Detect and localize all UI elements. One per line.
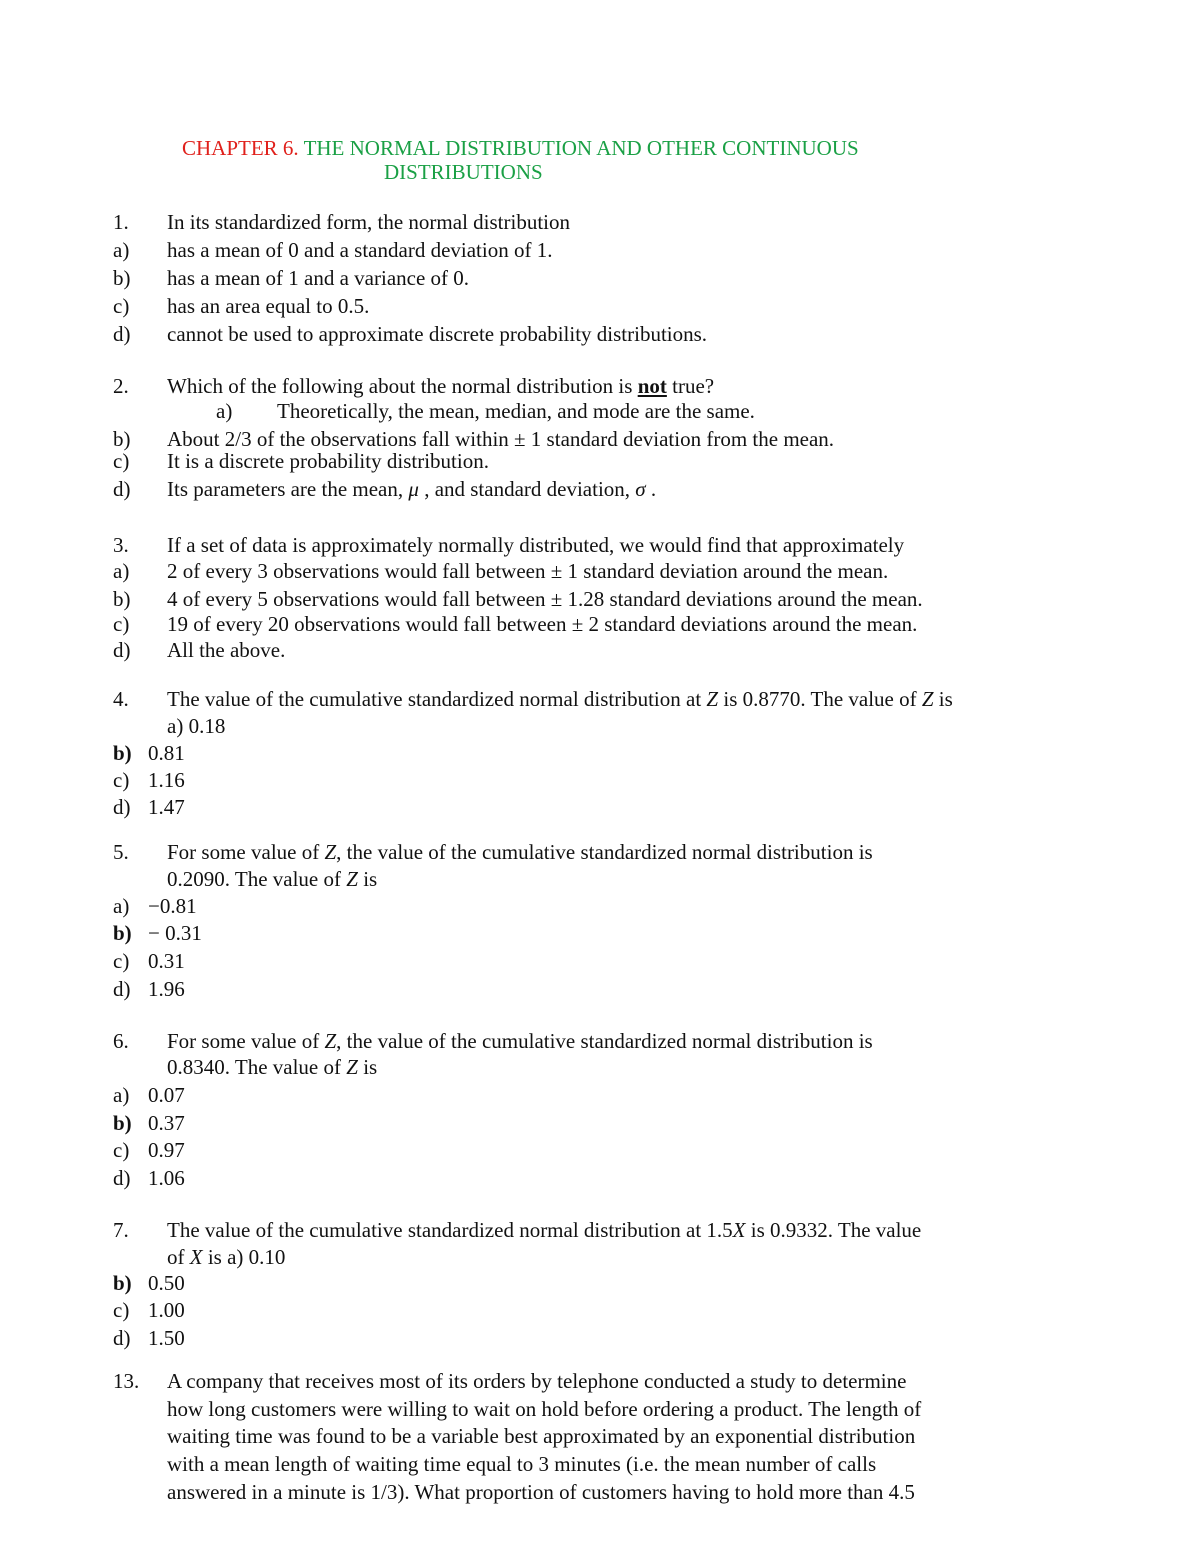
question-text: waiting time was found to be a variable best approximated by an exponential distribution: [167, 1424, 916, 1448]
option-label: a): [113, 894, 130, 918]
question-number: 4.: [113, 687, 129, 711]
question-text-part: The value of the cumulative standardized normal distribution at 1.5: [167, 1218, 733, 1242]
option-text: 1.06: [148, 1166, 185, 1190]
q1-option-a: [0, 237, 1200, 263]
q1-option-d: [0, 321, 1200, 347]
chapter-number: CHAPTER 6.: [182, 136, 299, 160]
q1-option-b: [0, 265, 1200, 291]
q6-option-a: [0, 1082, 1200, 1108]
question-number: 2.: [113, 374, 129, 398]
option-label: c): [113, 294, 130, 318]
option-text: has a mean of 0 and a standard deviation of 1.: [167, 238, 553, 262]
question-text: how long customers were willing to wait on hold before ordering a product. The length of: [167, 1397, 922, 1421]
option-text: [167, 476, 656, 502]
option-text: It is a discrete probability distribution.: [167, 449, 489, 473]
option-text: All the above.: [167, 638, 286, 662]
question-text: [167, 1217, 921, 1243]
variable-z: Z: [324, 840, 337, 864]
question-text: [167, 373, 714, 399]
question-13: [0, 1368, 1200, 1394]
option-label: b): [113, 741, 132, 765]
q3-option-b: [0, 586, 1200, 612]
q7-option-b: [0, 1270, 1200, 1296]
question-number: 7.: [113, 1218, 129, 1242]
q6-option-d: [0, 1165, 1200, 1191]
option-label: c): [113, 1138, 130, 1162]
question-text-part: , the value of the cumulative standardized normal distribution is: [336, 1029, 873, 1053]
question-text: [167, 1244, 285, 1270]
variable-z: Z: [921, 687, 934, 711]
option-text-part: , and standard deviation,: [418, 477, 636, 501]
q6-option-c: [0, 1137, 1200, 1163]
option-label: a): [216, 399, 233, 423]
question-6: [0, 1028, 1200, 1054]
variable-z: Z: [706, 687, 719, 711]
option-text: Theoretically, the mean, median, and mode are the same.: [277, 399, 755, 423]
question-4: [0, 686, 1200, 712]
question-3: [0, 532, 1200, 558]
question-text: with a mean length of waiting time equal to 3 minutes (i.e. the mean number of calls: [167, 1452, 877, 1476]
q2-option-a: [0, 398, 1200, 424]
q3-option-d: [0, 637, 1200, 663]
option-text: a) 0.18: [167, 714, 226, 738]
option-text-part: Its parameters are the mean,: [167, 477, 409, 501]
option-label: d): [113, 477, 131, 501]
option-text: 0.50: [148, 1271, 185, 1295]
option-text: 1.96: [148, 977, 185, 1001]
question-text: answered in a minute is 1/3). What proportion of customers having to hold more than 4.5: [167, 1480, 915, 1504]
option-label: c): [113, 612, 130, 636]
option-label: a): [113, 559, 130, 583]
option-text-part: .: [645, 477, 657, 501]
option-label: a): [113, 238, 130, 262]
question-5: [0, 839, 1200, 865]
option-text: 0.37: [148, 1111, 185, 1135]
sigma-symbol: σ: [635, 477, 646, 501]
question-text-part: true?: [666, 374, 715, 398]
variable-x: X: [189, 1245, 203, 1269]
q4-option-d: [0, 794, 1200, 820]
question-number: 13.: [113, 1369, 140, 1393]
option-label: c): [113, 449, 130, 473]
q3-option-a: [0, 558, 1200, 584]
q7-option-d: [0, 1325, 1200, 1351]
option-label: b): [113, 1271, 132, 1295]
q5-option-b: [0, 920, 1200, 946]
option-text: has a mean of 1 and a variance of 0.: [167, 266, 470, 290]
q5-option-c: [0, 948, 1200, 974]
question-text-part: is: [357, 867, 378, 891]
variable-z: Z: [346, 1055, 358, 1079]
option-text: −0.81: [148, 894, 197, 918]
option-text: 1.50: [148, 1326, 185, 1350]
option-text: 0.07: [148, 1083, 185, 1107]
question-text: If a set of data is approximately normally distributed, we would find that approximately: [167, 533, 905, 557]
option-text: has an area equal to 0.5.: [167, 294, 370, 318]
question-5-line2: [0, 866, 1200, 892]
option-text: − 0.31: [148, 921, 202, 945]
question-text-part: The value of the cumulative standardized normal distribution at: [167, 687, 707, 711]
variable-x: X: [732, 1218, 746, 1242]
question-text-part: For some value of: [167, 840, 325, 864]
q4-option-a: [0, 713, 1200, 739]
option-text: 1.00: [148, 1298, 185, 1322]
question-text: In its standardized form, the normal distribution: [167, 210, 570, 234]
option-label: b): [113, 427, 131, 451]
q4-option-b: [0, 740, 1200, 766]
chapter-title-line1: THE NORMAL DISTRIBUTION AND OTHER CONTINUOUS: [303, 136, 859, 160]
variable-z: Z: [324, 1029, 337, 1053]
q3-option-c: [0, 611, 1200, 637]
q5-option-a: [0, 893, 1200, 919]
question-2: [0, 373, 1200, 399]
option-label: b): [113, 921, 132, 945]
question-text-part: 0.8340. The value of: [167, 1055, 347, 1079]
q4-option-c: [0, 767, 1200, 793]
option-text: 4 of every 5 observations would fall between ± 1.28 standard deviations around the mean.: [167, 587, 923, 611]
option-label: d): [113, 977, 131, 1001]
option-label: b): [113, 587, 131, 611]
question-text: [167, 686, 953, 712]
option-text: cannot be used to approximate discrete probability distributions.: [167, 322, 708, 346]
q7-option-c: [0, 1297, 1200, 1323]
q2-option-c: [0, 448, 1200, 474]
question-text: [167, 1054, 377, 1080]
q2-option-d: [0, 476, 1200, 502]
question-text-part: is a) 0.10: [202, 1245, 286, 1269]
emphasis-not: not: [637, 374, 667, 398]
option-label: a): [113, 1083, 130, 1107]
variable-z: Z: [346, 867, 358, 891]
question-13-line4: [0, 1451, 1200, 1477]
question-number: 6.: [113, 1029, 129, 1053]
option-label: d): [113, 322, 131, 346]
question-text-part: 0.2090. The value of: [167, 867, 347, 891]
option-text: 19 of every 20 observations would fall between ± 2 standard deviations around the mean.: [167, 612, 918, 636]
question-13-line5: [0, 1479, 1200, 1505]
option-text: 1.16: [148, 768, 185, 792]
question-text: A company that receives most of its orders by telephone conducted a study to determine: [167, 1369, 907, 1393]
question-1: [0, 209, 1200, 235]
option-text: 1.47: [148, 795, 185, 819]
question-text-part: is 0.8770. The value of: [718, 687, 922, 711]
q6-option-b: [0, 1110, 1200, 1136]
q5-option-d: [0, 976, 1200, 1002]
question-text: [167, 866, 377, 892]
question-text-part: is: [357, 1055, 378, 1079]
question-text-part: is: [933, 687, 953, 711]
question-6-line2: [0, 1054, 1200, 1080]
option-label: d): [113, 1166, 131, 1190]
option-text: 0.31: [148, 949, 185, 973]
question-text-part: is 0.9332. The value: [745, 1218, 922, 1242]
question-7-line2: [0, 1244, 1200, 1270]
question-text: [167, 839, 873, 865]
question-7: [0, 1217, 1200, 1243]
question-number: 1.: [113, 210, 129, 234]
question-text-part: of: [167, 1245, 190, 1269]
question-number: 3.: [113, 533, 129, 557]
option-label: c): [113, 768, 130, 792]
q1-option-c: [0, 293, 1200, 319]
question-text-part: For some value of: [167, 1029, 325, 1053]
option-label: d): [113, 638, 131, 662]
question-text-part: Which of the following about the normal distribution is: [167, 374, 638, 398]
option-label: d): [113, 795, 131, 819]
chapter-title: [182, 137, 859, 160]
option-label: b): [113, 266, 131, 290]
question-number: 5.: [113, 840, 129, 864]
mu-symbol: μ: [408, 477, 419, 501]
option-label: c): [113, 1298, 130, 1322]
option-text: 2 of every 3 observations would fall between ± 1 standard deviation around the mean.: [167, 559, 889, 583]
question-13-line2: [0, 1396, 1200, 1422]
option-text: About 2/3 of the observations fall within ± 1 standard deviation from the mean.: [167, 427, 835, 451]
question-13-line3: [0, 1423, 1200, 1449]
option-label: b): [113, 1111, 132, 1135]
option-label: c): [113, 949, 130, 973]
question-text: [167, 1028, 873, 1054]
question-text-part: , the value of the cumulative standardized normal distribution is: [336, 840, 873, 864]
option-text: 0.97: [148, 1138, 185, 1162]
option-label: d): [113, 1326, 131, 1350]
option-text: 0.81: [148, 741, 185, 765]
chapter-title-line2: DISTRIBUTIONS: [384, 160, 543, 184]
